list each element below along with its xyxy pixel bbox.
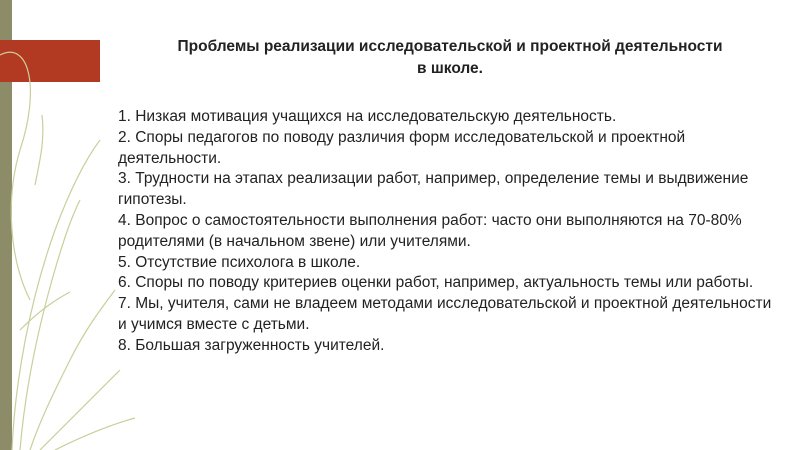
problems-list bbox=[118, 107, 778, 357]
list-item: 1. Низкая мотивация учащихся на исследовательскую деятельность. bbox=[118, 108, 617, 125]
list-item: 5. Отсутствие психолога в школе. bbox=[118, 253, 361, 271]
list-item: 3. Трудности на этапах реализации работ, например, определение темы и выдвижение гипотезы. bbox=[118, 170, 749, 209]
title-line-2: в школе. bbox=[417, 60, 483, 77]
list-item: 6. Споры по поводу критериев оценки работ, например, актуальность темы или работы. bbox=[118, 274, 754, 292]
title-line-1: Проблемы реализации исследовательской и проектной деятельности bbox=[177, 38, 723, 55]
left-bar bbox=[0, 0, 12, 450]
list-item: 8. Большая загруженность учителей. bbox=[118, 336, 385, 354]
slide-title bbox=[100, 36, 800, 80]
list-item: 7. Мы, учителя, сами не владеем методами исследовательской и проектной деятельности и учимся вместе с детьми. bbox=[118, 295, 772, 333]
list-item: 4. Вопрос о самостоятельности выполнения работ: часто они выполняются на 70-80% родителями (в начальном звене) или учителями. bbox=[118, 211, 742, 250]
play-triangle-icon bbox=[0, 40, 100, 82]
list-item: 2. Споры педагогов по поводу различия форм исследовательской и проектной деятельности. bbox=[118, 128, 686, 167]
